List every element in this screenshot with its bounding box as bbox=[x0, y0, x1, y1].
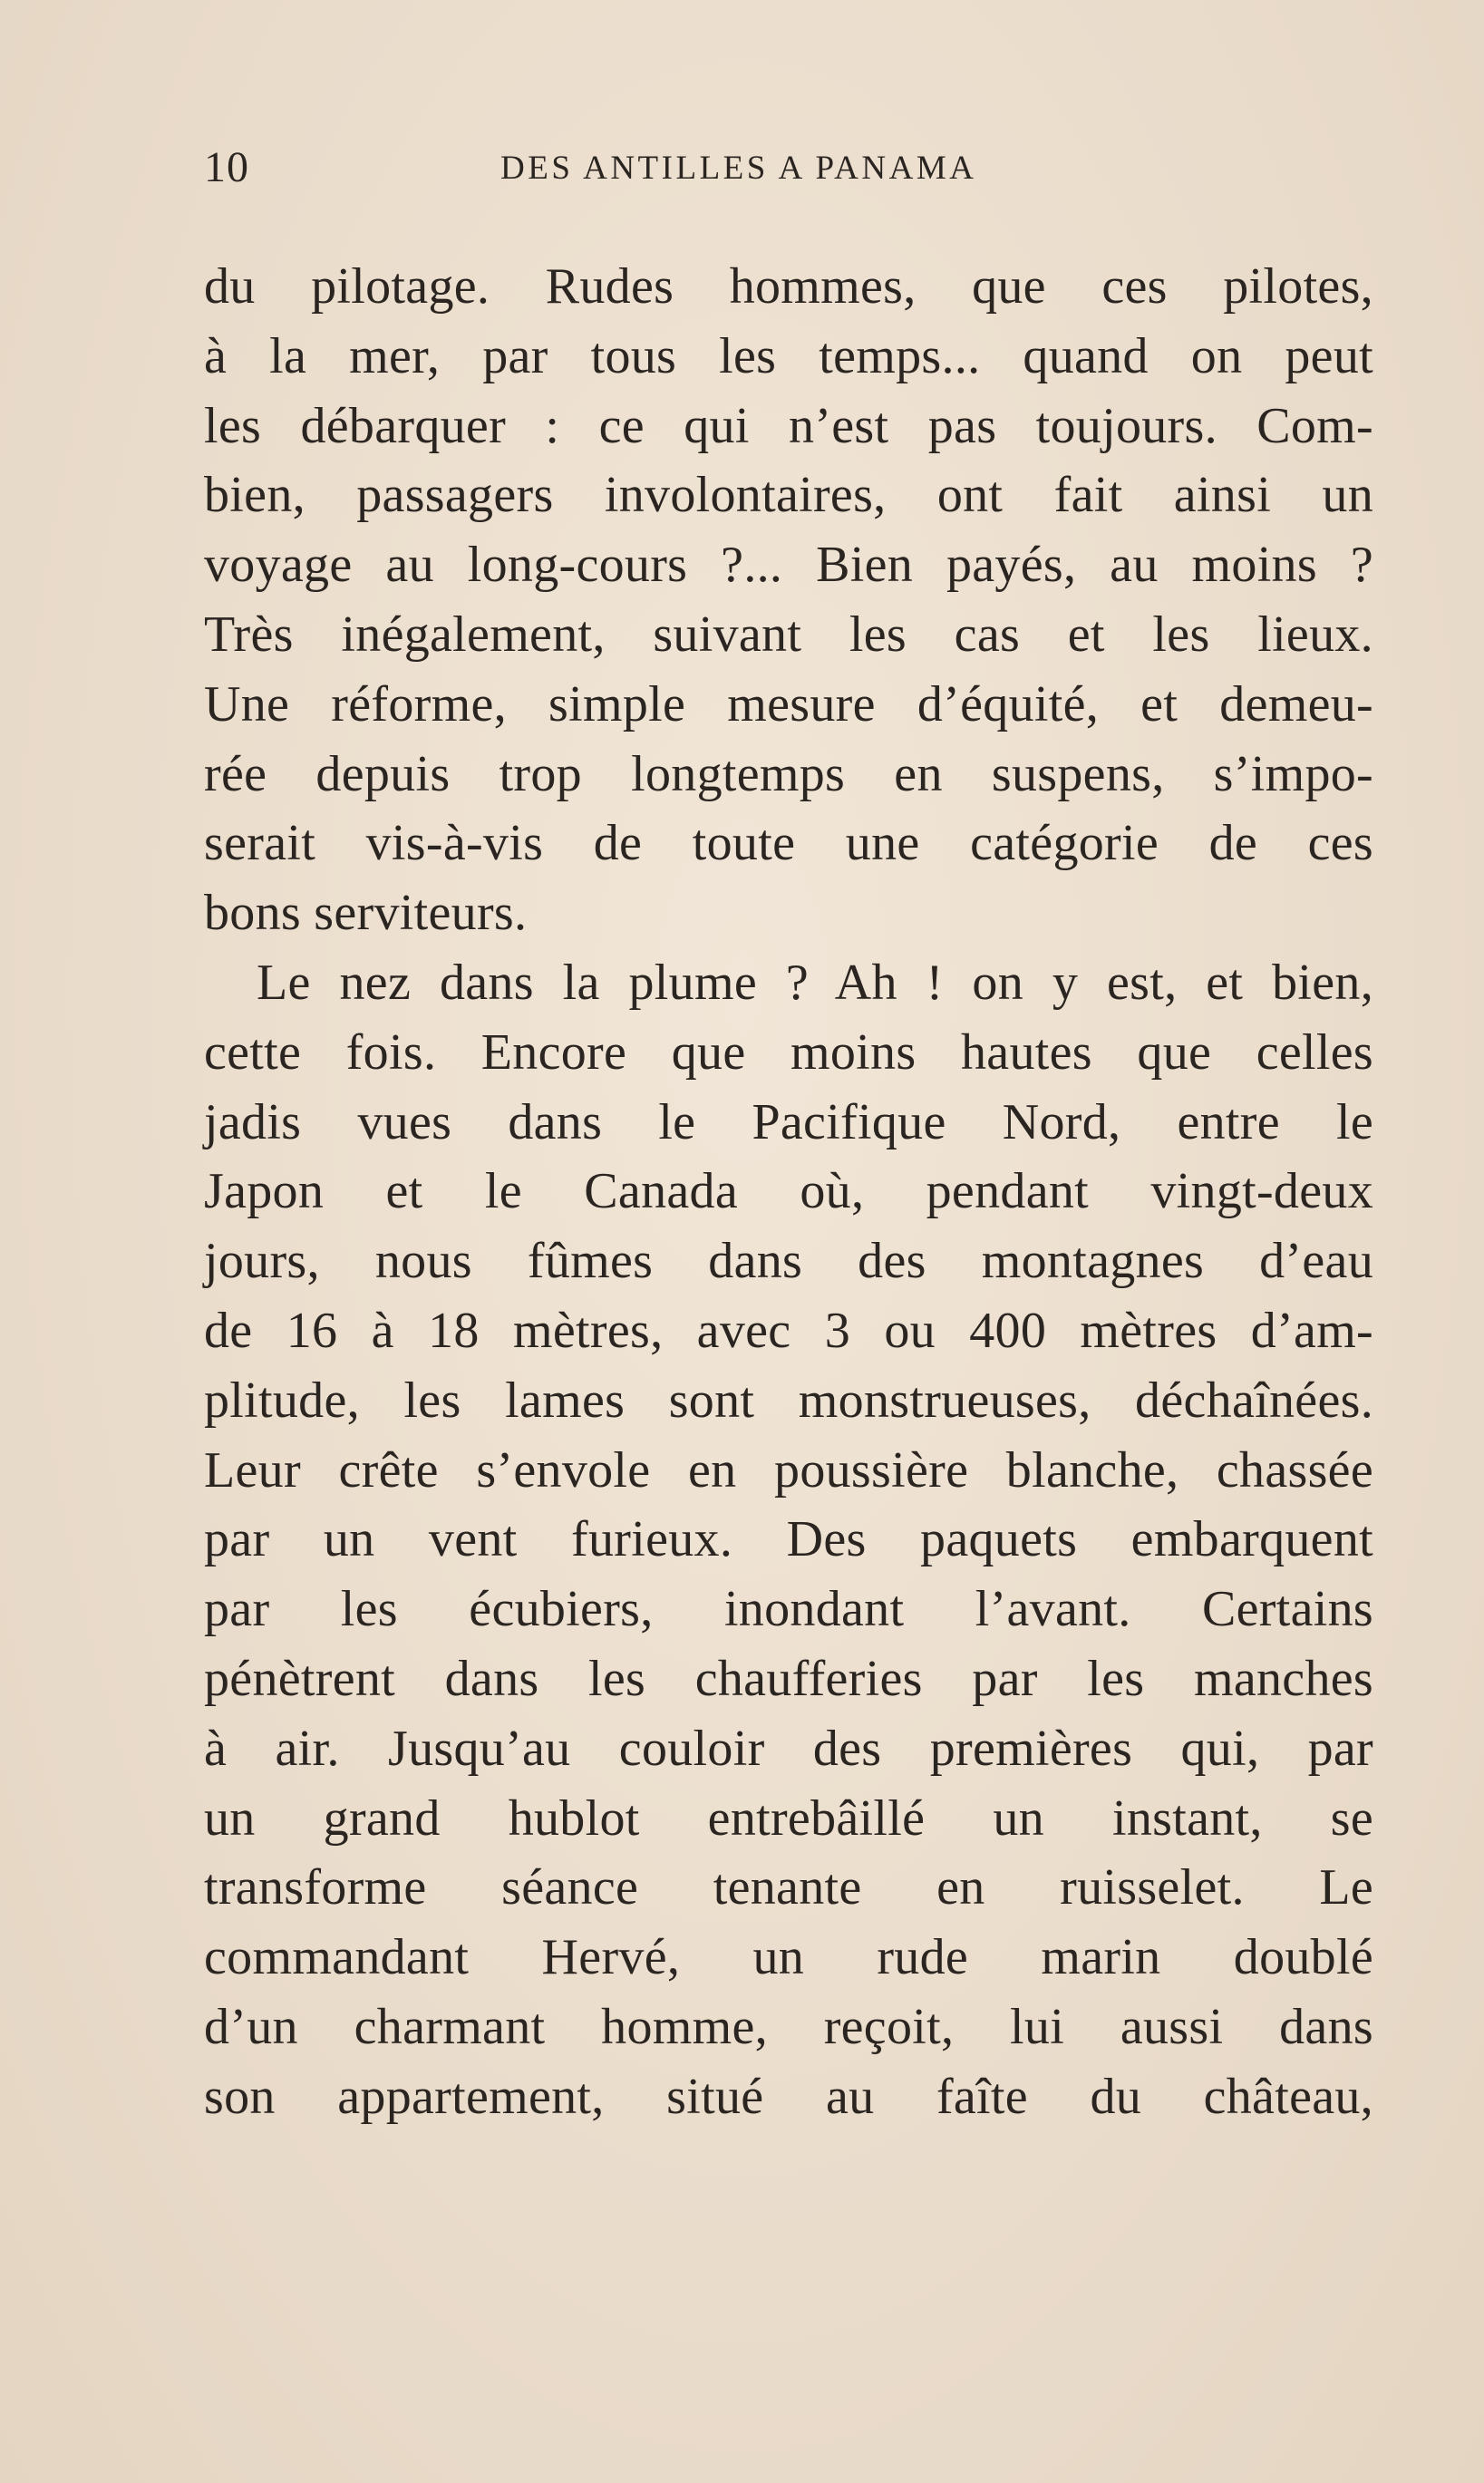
text-line: du pilotage. Rudes hommes, que ces pilotes, bbox=[204, 258, 1373, 315]
text-line: transforme séance tenante en ruisselet. Le bbox=[204, 1859, 1373, 1916]
text-line: un grand hublot entrebâillé un instant, se bbox=[204, 1790, 1373, 1847]
running-head bbox=[204, 141, 1373, 195]
text-line: à air. Jusqu’au couloir des premières qui, par bbox=[204, 1720, 1373, 1777]
text-line: Très inégalement, suivant les cas et les lieux. bbox=[204, 606, 1373, 663]
text-line: voyage au long-cours ?... Bien payés, au moins ? bbox=[204, 537, 1373, 594]
text-line: Une réforme, simple mesure d’équité, et demeu- bbox=[204, 675, 1373, 732]
paragraph-first-line: Le nez dans la plume ? Ah ! on y est, et bien, bbox=[257, 954, 1373, 1011]
body-text bbox=[204, 252, 1373, 2132]
text-line: cette fois. Encore que moins hautes que celles bbox=[204, 1023, 1373, 1081]
text-line: rée depuis trop longtemps en suspens, s’impo- bbox=[204, 745, 1373, 802]
text-line: les débarquer : ce qui n’est pas toujours. Com- bbox=[204, 397, 1373, 454]
text-line: commandant Hervé, un rude marin doublé bbox=[204, 1929, 1373, 1986]
text-line: par les écubiers, inondant l’avant. Certains bbox=[204, 1581, 1373, 1638]
text-line: d’un charmant homme, reçoit, lui aussi dans bbox=[204, 1998, 1373, 2055]
text-line: Leur crête s’envole en poussière blanche, chassée bbox=[204, 1441, 1373, 1499]
text-line: plitude, les lames sont monstrueuses, déchaînées. bbox=[204, 1372, 1373, 1429]
text-line: bien, passagers involontaires, ont fait ainsi un bbox=[204, 467, 1373, 524]
text-line: par un vent furieux. Des paquets embarquent bbox=[204, 1511, 1373, 1568]
running-title: DES ANTILLES A PANAMA bbox=[500, 150, 977, 187]
text-line: pénètrent dans les chaufferies par les manches bbox=[204, 1650, 1373, 1707]
text-line: à la mer, par tous les temps... quand on peut bbox=[204, 327, 1373, 384]
paragraph-last-line: bons serviteurs. bbox=[204, 885, 528, 942]
text-line: son appartement, situé au faîte du château, bbox=[204, 2068, 1373, 2125]
text-line: serait vis-à-vis de toute une catégorie de ces bbox=[204, 815, 1373, 872]
text-line: de 16 à 18 mètres, avec 3 ou 400 mètres d’am- bbox=[204, 1302, 1373, 1359]
text-line: Japon et le Canada où, pendant vingt-deux bbox=[204, 1163, 1373, 1220]
text-line: jours, nous fûmes dans des montagnes d’eau bbox=[204, 1233, 1373, 1290]
page-number: 10 bbox=[204, 143, 249, 191]
text-line: jadis vues dans le Pacifique Nord, entre le bbox=[204, 1093, 1373, 1150]
